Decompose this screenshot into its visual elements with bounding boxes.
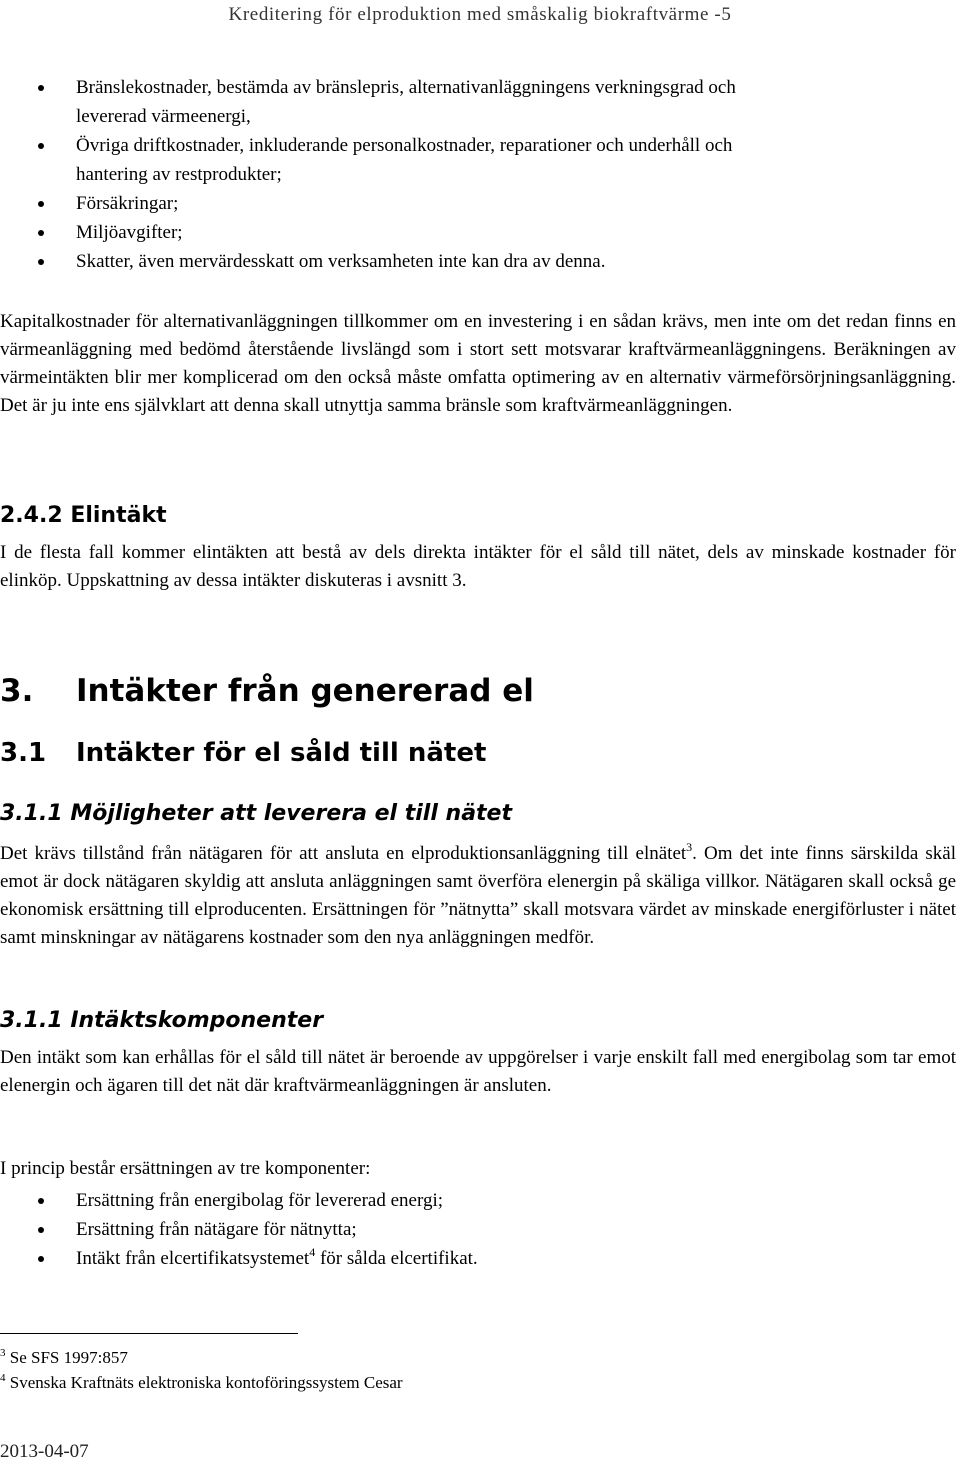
section-title: Intäktskomponenter — [70, 1008, 324, 1033]
paragraph-kapitalkostnader: Kapitalkostnader för alternativanläggningen tillkommer om en investering i en sådan krävs, men inte om det redan finns en värmeanläggning med bedömd återstående livslängd som i stort sett motsvarar kraftvärmeanläggningens. Beräkningen av värmeintäkten blir mer komplicerad om den också måste omfatta optimering av en alternativ värmeförsörjningsanläggning. Det är ju inte ens självklart att denna skall utnyttja samma bränsle som kraftvärmeanläggningen. — [0, 311, 956, 416]
bullet-dot-icon — [38, 1198, 44, 1204]
footnote-number: 3 — [0, 1347, 6, 1359]
footer-date: 2013-04-07 — [0, 1441, 89, 1462]
footnote-text: Svenska Kraftnäts elektroniska kontoföringssystem Cesar — [9, 1373, 403, 1392]
paragraph-princip: I princip består ersättningen av tre komponenter: — [0, 1158, 371, 1179]
list-item — [0, 247, 956, 276]
footnote-number: 4 — [0, 1372, 6, 1384]
footnote-ref[interactable]: 3 — [686, 840, 693, 854]
cost-bullet-list — [0, 73, 956, 276]
running-header: Kreditering för elproduktion med småskalig biokraftvärme -5 — [228, 4, 732, 25]
paragraph-text: Det krävs tillstånd från nätägaren för att ansluta en elproduktionsanläggning till elnätet — [0, 843, 687, 864]
list-item-text: Miljöavgifter; — [76, 222, 183, 243]
paragraph-intaktskomponenter: Den intäkt som kan erhållas för el såld till nätet är beroende av uppgörelser i varje enskilt fall med energibolag som tar emot elenergin och ägaren till det nät där kraftvärmeanläggningen är ansluten. — [0, 1047, 956, 1096]
section-number: 3.1.1 — [0, 1008, 63, 1033]
list-item — [0, 73, 956, 131]
list-item-text: Skatter, även mervärdesskatt om verksamheten inte kan dra av denna. — [76, 251, 606, 272]
footnote-4 — [0, 1372, 403, 1394]
footnote-separator — [0, 1333, 298, 1334]
list-item — [0, 1215, 956, 1244]
list-item — [0, 1244, 956, 1273]
section-heading-3-1-1-intaktskomponenter — [0, 1008, 956, 1033]
list-item-text: Ersättning från nätägare för nätnytta; — [76, 1219, 357, 1240]
list-item-text: Intäkt från elcertifikatsystemet — [76, 1248, 310, 1269]
list-item — [0, 189, 956, 218]
list-item — [0, 218, 956, 247]
paragraph-mojligheter — [0, 840, 956, 952]
bullet-dot-icon — [38, 143, 44, 149]
section-heading-3-1 — [0, 738, 956, 768]
list-item-text: för sålda elcertifikat. — [315, 1248, 478, 1269]
footnote-ref[interactable]: 4 — [309, 1245, 316, 1259]
list-item — [0, 1186, 956, 1215]
paragraph-text: . Om det inte finns särskilda skäl emot är dock nätägaren skyldig att ansluta anläggningen samt överföra elenergin på skäliga villkor. Nätägaren skall också ge ekonomisk ersättning till elproducenten. Ersättningen för ”nätnytta” skall motsvara värdet av minskade energiförluster i nätet samt minskningar av nätägarens kostnader som den nya anläggningen medför. — [0, 843, 956, 948]
bullet-dot-icon — [38, 230, 44, 236]
list-item-continuation: levererad värmeenergi, — [76, 106, 251, 127]
section-number: 2.4.2 — [0, 503, 63, 528]
section-heading-3 — [0, 673, 956, 709]
section-title: Möjligheter att leverera el till nätet — [70, 801, 512, 826]
list-item-text: Ersättning från energibolag för levererad energi; — [76, 1190, 444, 1211]
paragraph-elintakt: I de flesta fall kommer elintäkten att bestå av dels direkta intäkter för el såld till nätet, dels av minskade kostnader för elinköp. Uppskattning av dessa intäkter diskuteras i avsnitt 3. — [0, 542, 956, 591]
bullet-dot-icon — [38, 201, 44, 207]
section-number: 3. — [0, 673, 34, 709]
list-item-text: Övriga driftkostnader, inkluderande personalkostnader, reparationer och underhåll och — [76, 135, 733, 156]
section-title: Intäkter för el såld till nätet — [76, 738, 487, 768]
component-bullet-list — [0, 1186, 956, 1273]
footnote-text: Se SFS 1997:857 — [9, 1348, 128, 1367]
bullet-dot-icon — [38, 1227, 44, 1233]
bullet-dot-icon — [38, 1256, 44, 1262]
list-item-text: Bränslekostnader, bestämda av bränslepris, alternativanläggningens verkningsgrad och — [76, 77, 736, 98]
list-item-continuation: hantering av restprodukter; — [76, 164, 282, 185]
section-number: 3.1.1 — [0, 801, 63, 826]
section-title: Intäkter från genererad el — [76, 673, 534, 709]
section-heading-3-1-1-mojligheter — [0, 801, 956, 826]
section-title: Elintäkt — [70, 503, 167, 528]
list-item — [0, 131, 956, 189]
list-item-text: Försäkringar; — [76, 193, 179, 214]
bullet-dot-icon — [38, 259, 44, 265]
section-number: 3.1 — [0, 738, 47, 768]
footnote-3 — [0, 1347, 128, 1369]
section-heading-2-4-2 — [0, 503, 956, 528]
bullet-dot-icon — [38, 85, 44, 91]
